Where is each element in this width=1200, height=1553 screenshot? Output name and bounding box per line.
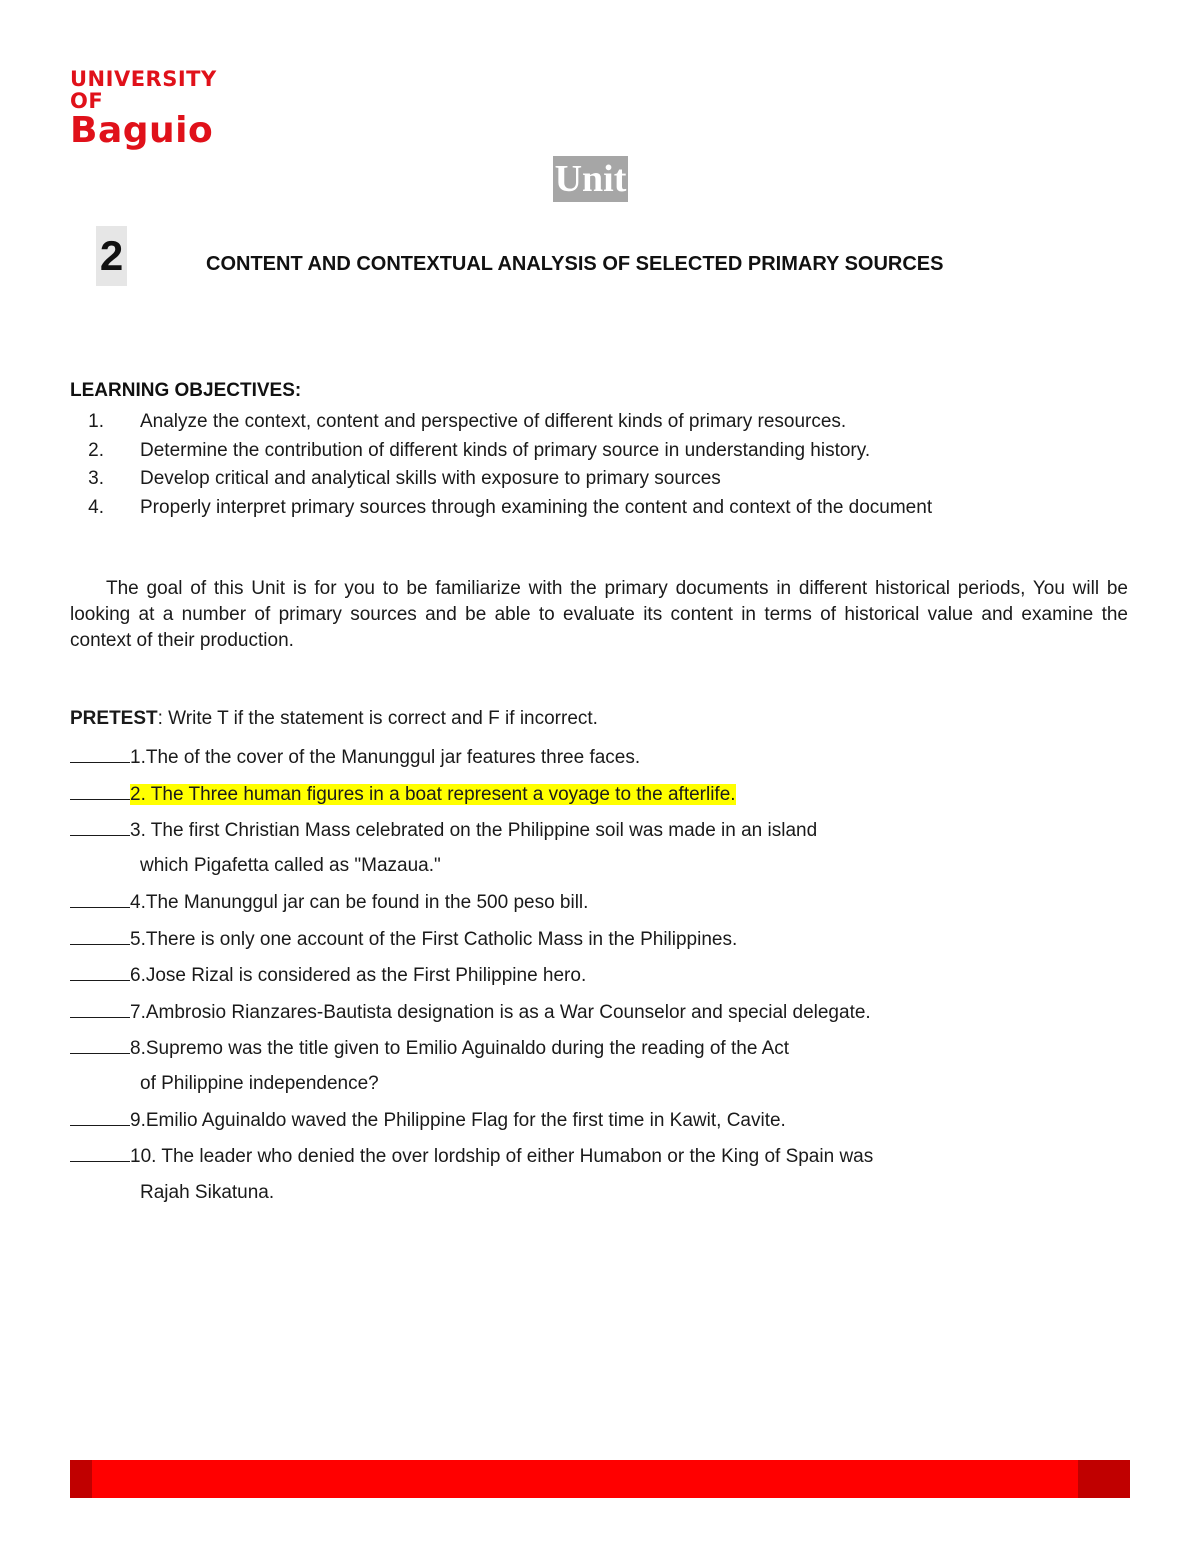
question-text: 1.The of the cover of the Manunggul jar features three faces. (130, 747, 641, 768)
question-text-highlighted: 2. The Three human figures in a boat represent a voyage to the afterlife. (130, 784, 736, 805)
question-continuation: which Pigafetta called as "Mazaua." (140, 855, 441, 876)
objectives-list (70, 408, 932, 522)
objective-number: 2. (88, 439, 104, 461)
pretest-question (70, 927, 737, 952)
question-continuation: of Philippine independence? (140, 1073, 379, 1094)
question-text: 10. The leader who denied the over lordship of either Humabon or the King of Spain was (130, 1146, 874, 1167)
objective-item (70, 437, 932, 466)
pretest-question (70, 1000, 871, 1025)
answer-blank[interactable] (70, 782, 130, 800)
question-text: 4.The Manunggul jar can be found in the 500 peso bill. (130, 892, 589, 913)
intro-paragraph (70, 576, 1128, 654)
university-logo (70, 68, 250, 150)
answer-blank[interactable] (70, 818, 130, 836)
question-text: 7.Ambrosio Rianzares-Bautista designation is as a War Counselor and special delegate. (130, 1002, 871, 1023)
intro-text: The goal of this Unit is for you to be familiarize with the primary documents in different historical periods, You will be looking at a number of primary sources and be able to evaluate its content in terms of historical value and examine the context of their production. (70, 578, 1128, 651)
unit-label: Unit (554, 158, 627, 200)
objective-text: Determine the contribution of different kinds of primary source in understanding history. (140, 439, 871, 461)
unit-number: 2 (96, 226, 127, 286)
objectives-heading: LEARNING OBJECTIVES: (70, 380, 302, 401)
pretest-question (70, 782, 736, 807)
pretest-instruction (70, 708, 598, 730)
objective-text: Analyze the context, content and perspective of different kinds of primary resources. (140, 411, 847, 432)
unit-title: CONTENT AND CONTEXTUAL ANALYSIS OF SELECTED PRIMARY SOURCES (206, 253, 944, 275)
objective-number: 3. (88, 468, 104, 489)
objective-text: Properly interpret primary sources through examining the content and context of the document (140, 496, 933, 518)
pretest-question (70, 1036, 789, 1061)
pretest-question (70, 745, 640, 770)
answer-blank[interactable] (70, 1036, 130, 1054)
answer-blank[interactable] (70, 927, 130, 945)
question-text: 6.Jose Rizal is considered as the First Philippine hero. (130, 965, 587, 986)
objective-item (70, 465, 932, 494)
objective-number: 1. (88, 411, 104, 432)
question-text: 5.There is only one account of the First Catholic Mass in the Philippines. (130, 929, 738, 950)
footer-bar (70, 1460, 1130, 1498)
pretest-label: PRETEST (70, 708, 158, 729)
pretest-question (70, 1144, 873, 1169)
answer-blank[interactable] (70, 1144, 130, 1162)
footer-bar-left-accent (70, 1460, 92, 1498)
pretest-question (70, 1108, 786, 1133)
question-continuation: Rajah Sikatuna. (140, 1182, 275, 1203)
question-text: 8.Supremo was the title given to Emilio Aguinaldo during the reading of the Act (130, 1038, 790, 1059)
question-text: 3. The first Christian Mass celebrated on the Philippine soil was made in an island (130, 820, 818, 841)
answer-blank[interactable] (70, 745, 130, 763)
pretest-question (70, 890, 588, 915)
answer-blank[interactable] (70, 890, 130, 908)
objective-number: 4. (88, 496, 104, 518)
pretest-question (70, 963, 586, 988)
answer-blank[interactable] (70, 963, 130, 981)
answer-blank[interactable] (70, 1108, 130, 1126)
logo-line-2: Baguio (70, 110, 214, 151)
objective-item (70, 408, 932, 437)
objective-item (70, 494, 932, 523)
answer-blank[interactable] (70, 1000, 130, 1018)
objective-text: Develop critical and analytical skills with exposure to primary sources (140, 468, 721, 489)
pretest-instruction-text: : Write T if the statement is correct and F if incorrect. (157, 708, 598, 729)
question-text: 9.Emilio Aguinaldo waved the Philippine Flag for the first time in Kawit, Cavite. (130, 1110, 786, 1131)
pretest-question (70, 818, 817, 843)
footer-bar-right-accent (1078, 1460, 1130, 1498)
logo-line-1: UNIVERSITY OF (70, 67, 217, 113)
